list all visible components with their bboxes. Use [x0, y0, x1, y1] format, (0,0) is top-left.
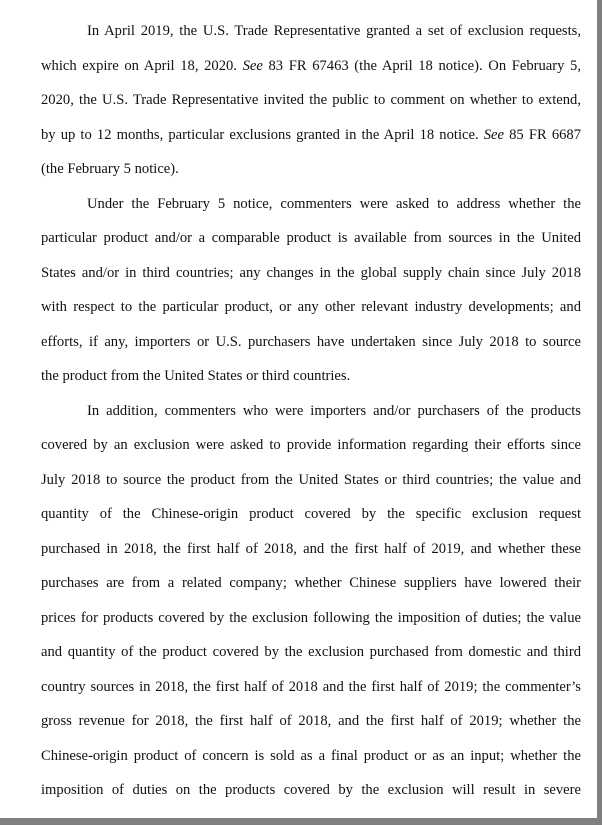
paragraph-3-line-7: prices for products covered by the exclusion following the imposition of duties; the value — [41, 609, 581, 626]
paragraph-1-line-5: (the February 5 notice). — [41, 161, 179, 177]
paragraph-3-line-5: purchased in 2018, the first half of 2018, and the first half of 2019, and whether these — [41, 540, 581, 557]
paragraph-3-line-4: quantity of the Chinese-origin product covered by the specific exclusion request — [41, 506, 581, 522]
paragraph-3-line-10: gross revenue for 2018, the first half of 2018, and the first half of 2019; whether the — [41, 713, 581, 729]
paragraph-1-line-2: which expire on April 18, 2020. See 83 FR 67463 (the April 18 notice). On February 5, — [41, 57, 581, 74]
paragraph-3-line-8: and quantity of the product covered by the exclusion purchased from domestic and third — [41, 644, 581, 660]
paragraph-3-line-12: imposition of duties on the products covered by the exclusion will result in severe — [41, 782, 581, 798]
paragraph-2-line-3: States and/or in third countries; any changes in the global supply chain since July 2018 — [41, 264, 581, 281]
paragraph-3-line-1: In addition, commenters who were importers and/or purchasers of the products — [87, 402, 581, 419]
paragraph-3-line-9: country sources in 2018, the first half of 2018 and the first half of 2019; the commenter’s — [41, 678, 581, 695]
paragraph-2-line-2: particular product and/or a comparable product is available from sources in the United — [41, 230, 581, 246]
paragraph-2-line-1: Under the February 5 notice, commenters were asked to address whether the — [87, 195, 581, 212]
paragraph-3-line-3: July 2018 to source the product from the United States or third countries; the value and — [41, 471, 581, 488]
paragraph-1-line-3: 2020, the U.S. Trade Representative invited the public to comment on whether to extend, — [41, 92, 581, 108]
paragraph-3-line-6: purchases are from a related company; whether Chinese suppliers have lowered their — [41, 575, 581, 591]
paragraph-1-line-4: by up to 12 months, particular exclusions granted in the April 18 notice. See 85 FR 6687 — [41, 126, 582, 143]
document-body — [41, 14, 581, 808]
paragraph-2-line-5: efforts, if any, importers or U.S. purchasers have undertaken since July 2018 to source — [41, 333, 581, 350]
paragraph-3-line-2: covered by an exclusion were asked to provide information regarding their efforts since — [41, 437, 581, 453]
paragraph-3-line-11: Chinese-origin product of concern is sold as a final product or as an input; whether the — [41, 747, 581, 764]
paragraph-2-line-6: the product from the United States or third countries. — [41, 368, 351, 384]
paragraph-2-line-4: with respect to the particular product, or any other relevant industry developments; and — [41, 299, 581, 315]
paragraph-1-line-1: In April 2019, the U.S. Trade Representative granted a set of exclusion requests, — [87, 23, 581, 39]
